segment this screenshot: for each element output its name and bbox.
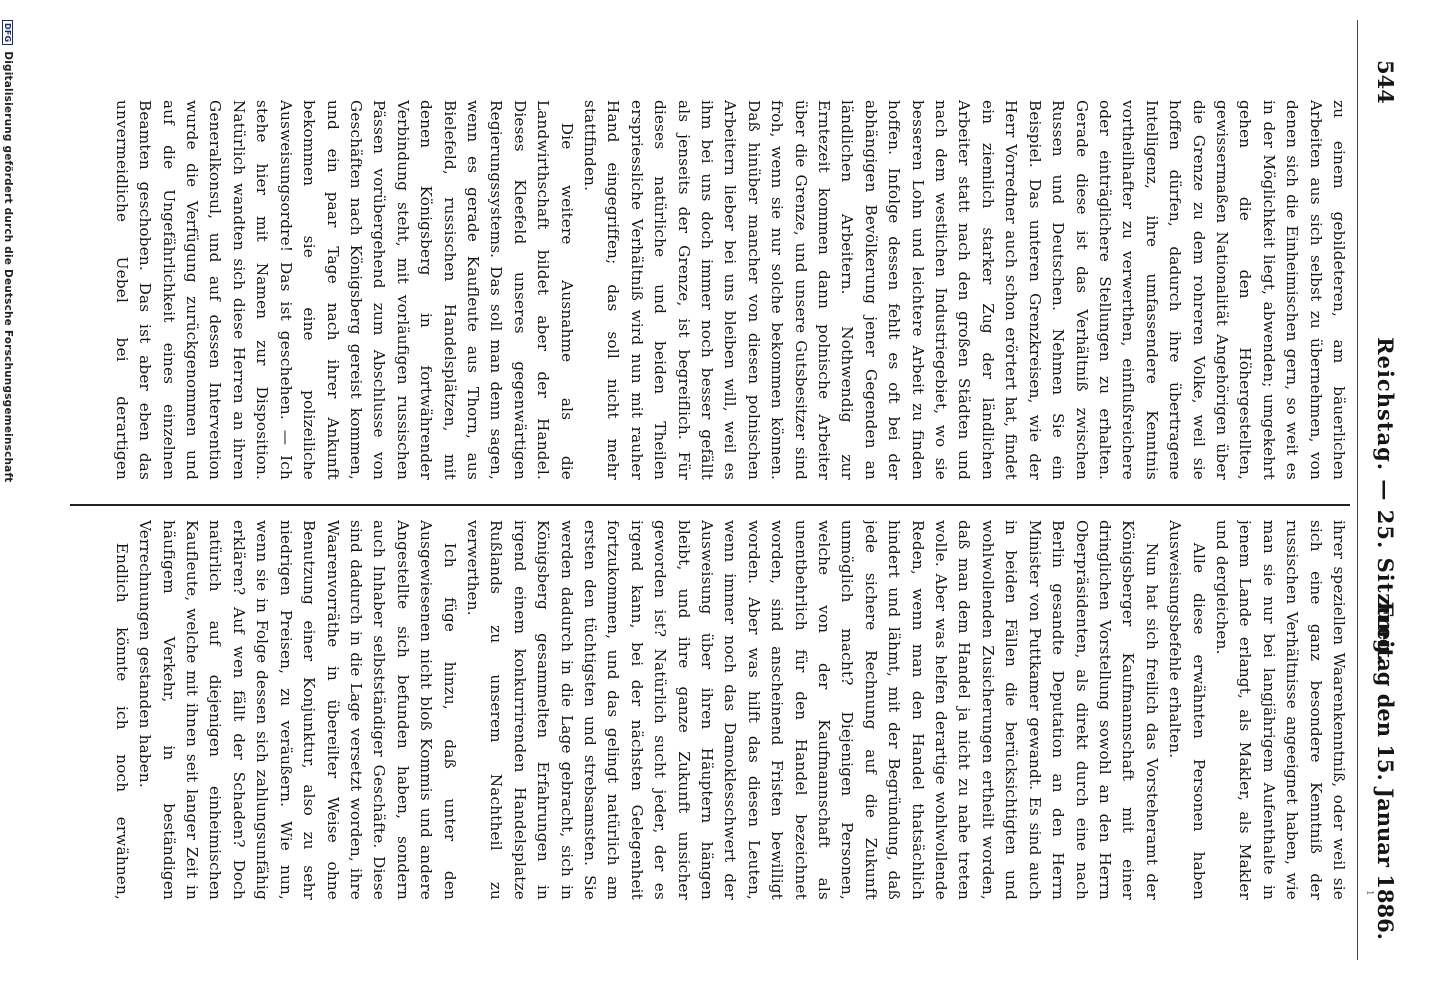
paragraph: Die weitere Ausnahme als die Landwirthschaft bildet aber der Handel. Dieses Kleefeld unseres gegenwärtigen Regierungssystems. Das soll man denn sagen, wenn es gerade Kaufleute aus Thorn, aus Bielefeld, russischen Handelsplätzen, mit denen Königsberg in fortwährender Verbindung steht, mit vorläufigen russischen Pässen vorübergehend zum Abschlusse von Geschäften nach Königsberg gereist kommen, und ein paar Tage nach ihrer Ankunft bekommen sie eine polizeiliche Ausweisungsordre! Das ist geschehen. — Ich stehe hier mit Namen zur Disposition. Natürlich wandten sich diese Herren an ihren Generalkonsul, und auf dessen Intervention wurde die Verfügung zurückgenommen und auf die Ungefährlichkeit eines einzelnen Beamten geschoben. Das ist aber eben das unvermeidliche Uebel bei derartigen: [112, 100, 576, 480]
dfg-logo: DFG: [3, 20, 14, 45]
marginal-mark: 1: [1364, 890, 1374, 896]
paragraph: zu einem gebildeteren, am bäuerlichen Arbeiten aus sich selbst zu übernehmen, von denen sich die Einheimischen gern, so weit es in der Möglichkeit liegt, abwenden; umgekehrt gehen die den Höhergestellten, gewissermaßen Nationalität Angehörigen über die Grenze zu dem rohreren Volke, weil sie hoffen dürfen, dadurch ihre übertragene Intelligenz, ihre umfassendere Kenntnis vortheilhafter zu verwerthen, einflußreichere oder einträglichere Stellungen zu erhalten. Gerade diese ist das Verhältniß zwischen Russen und Deutschen. Nehmen Sie ein Beispiel. Das unteren Grenzkreisen, wie der Herr Vorredner auch schon erörtert hat, findet ein ziemlich starker Zug der ländlichen Arbeiter statt nach den großen Städten und nach dem westlichen Industriegebiet, wo sie besseren Lohn und leichtere Arbeit zu finden hoffen. Infolge dessen fehlt es oft bei der abhängigen Bevölkerung jener Gegenden an ländlichen Arbeitern. Nothwendig zur Erntezeit kommen dann polnische Arbeiter über die Grenze, und unsere Gutsbesitzer sind froh, wenn sie nur solche bekommen können. Daß hinüber mancher von diesen polnischen Arbeitern lieber bei uns bleiben will, weil es ihm bei uns doch immer noch besser gefällt als jenseits der Grenze, ist begreiflich. Für dieses natürliche und beiden Theilen erspriessliche Verhältniß wird nun mit rauher Hand eingegriffen; das soll nicht mehr stattfinden.: [581, 100, 1348, 480]
column-divider: [70, 504, 1350, 506]
left-text-column: [110, 100, 1350, 480]
footer-text: Digitalisierung gefördert durch die Deutsche Forschungsgemeinschaft: [2, 51, 14, 483]
paragraph: Endlich könnte ich noch erwähnen,: [112, 542, 131, 900]
paragraph: Nun hat sich freilich das Vorsteheramt der Königsberger Kaufmannschaft mit einer dringlichen Vorstellung sowohl an den Herrn Oberpräsidenten, als direkt durch eine nach Berlin gesandte Deputation an den Herrn Minister von Puttkamer gewandt. Es sind auch in beiden Fällen die berücksichtigten und wohlwollenden Zusicherungen ertheilt worden, daß man dem Handel ja nicht zu nahe treten wolle. Aber was helfen derartige wohlwollende Reden, wenn man den Handel thatsächlich hindert und lähmt, mit der Begründung, daß jede sichere Rechnung auf die Zukunft unmöglich macht? Diejenigen Personen, welche von der Kaufmannschaft als unentbehrlich für den Handel bezeichnet worden, sind anscheinend Fristen bewilligt worden. Aber was hilft das diesen Leuten, wenn immer noch das Damoklesschwert der Ausweisung über ihren Häuptern hängen bleibt, und ihre ganze Zukunft unsicher geworden ist? Natürlich sucht jeder, der es irgend kann, bei der nächsten Gelegenheit fortzukommen, und das gelingt natürlich am ersten den tüchtigsten und strebsamsten. Sie werden dadurch in die Lage gebracht, sich in Königsberg gesammelten Erfahrungen in irgend einem konkurrirenden Handelsplatze Rußlands zu unserem Nachtheil zu verwerthen.: [463, 520, 1161, 900]
header-rule: [1357, 20, 1358, 960]
page-number: 544: [1373, 60, 1398, 104]
paragraph: Ich füge hinzu, daß unter den Ausgewiesenen nicht bloß Kommis und andere Angestellte sich befunden haben, sondern auch Inhaber selbstständiger Geschäfte. Diese sind dadurch in die Lage versetzt worden, ihre Waarenvorräthe in übereilter Weise ohne Benutzung einer Konjunktur, also zu sehr niedrigen Preisen, zu veräußern. Wie nun, wenn sie in Folge dessen sich zahlungsunfähig erklären? Auf wen fällt der Schaden? Doch natürlich auf diejenigen einheimischen Kaufleute, welche mit ihnen seit langer Zeit in häufigem Verkehr, in beständigen Verrechnungen gestanden haben.: [136, 520, 459, 900]
right-text-column: [110, 520, 1350, 900]
running-title: Reichstag. — 25. Sitzung.: [1373, 337, 1398, 663]
digitization-footer: [2, 20, 14, 980]
paragraph: ihrer speziellen Waarenkenntniß, oder weil sie sich eine ganz besondere Kenntniß der russischen Verhältnisse angeeignet haben, wie man sie nur bei langjährigem Aufenthalte in jenem Lande erlangt, als Makler, als Makler und dergleichen.: [1212, 520, 1348, 900]
page-header: [1364, 60, 1404, 940]
session-date: Freitag den 15. Januar 1886.: [1373, 601, 1398, 940]
paragraph: Alle diese erwähnten Personen haben Ausweisungsbefehle erhalten.: [1166, 520, 1208, 900]
